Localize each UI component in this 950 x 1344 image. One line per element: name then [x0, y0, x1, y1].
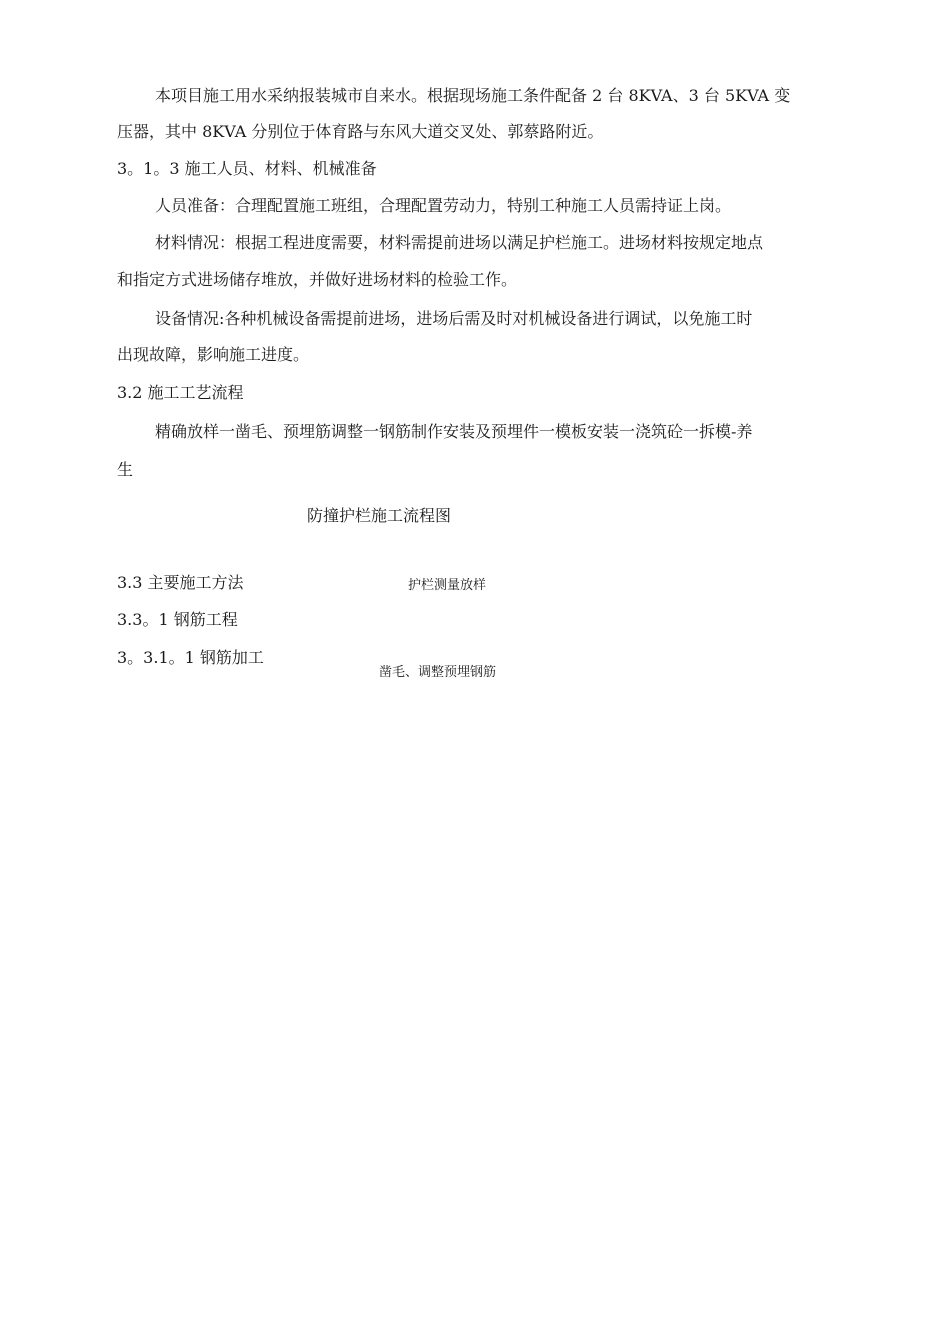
flowchart-title: 防撞护栏施工流程图 [307, 506, 452, 525]
personnel-paragraph: 人员准备：合理配置施工班组，合理配置劳动力，特别工种施工人员需持证上岗。 [155, 196, 732, 215]
equipment-paragraph-line-1: 设备情况:各种机械设备需提前进场，进场后需及时对机械设备进行调试，以免施工时 [155, 309, 753, 328]
water-power-paragraph-line-2: 压器，其中 8KVA 分别位于体育路与东风大道交叉处、郭蔡路附近。 [117, 122, 604, 141]
section-heading-3-3-1: 3.3。1 钢筋工程 [117, 610, 238, 629]
flowchart-step-2: 凿毛、调整预埋钢筋 [379, 665, 497, 680]
section-heading-3-3-1-1: 3。3.1。1 钢筋加工 [117, 648, 264, 667]
water-power-paragraph-line-1: 本项目施工用水采纳报装城市自来水。根据现场施工条件配备 2 台 8KVA、3 台 5KVA 变 [155, 86, 791, 105]
section-heading-3-1-3: 3。1。3 施工人员、材料、机械准备 [117, 159, 377, 178]
materials-paragraph-line-2: 和指定方式进场储存堆放，并做好进场材料的检验工作。 [117, 270, 518, 289]
section-heading-3-2: 3.2 施工工艺流程 [117, 383, 244, 402]
equipment-paragraph-line-2: 出现故障，影响施工进度。 [117, 345, 310, 364]
flowchart-step-1: 护栏测量放样 [408, 578, 487, 593]
materials-paragraph-line-1: 材料情况：根据工程进度需要，材料需提前进场以满足护栏施工。进场材料按规定地点 [155, 233, 764, 252]
process-paragraph-line-1: 精确放样一凿毛、预埋筋调整一钢筋制作安装及预埋件一模板安装一浇筑砼一拆模-养 [155, 422, 753, 441]
process-paragraph-line-2: 生 [117, 460, 134, 479]
section-heading-3-3: 3.3 主要施工方法 [117, 573, 244, 592]
